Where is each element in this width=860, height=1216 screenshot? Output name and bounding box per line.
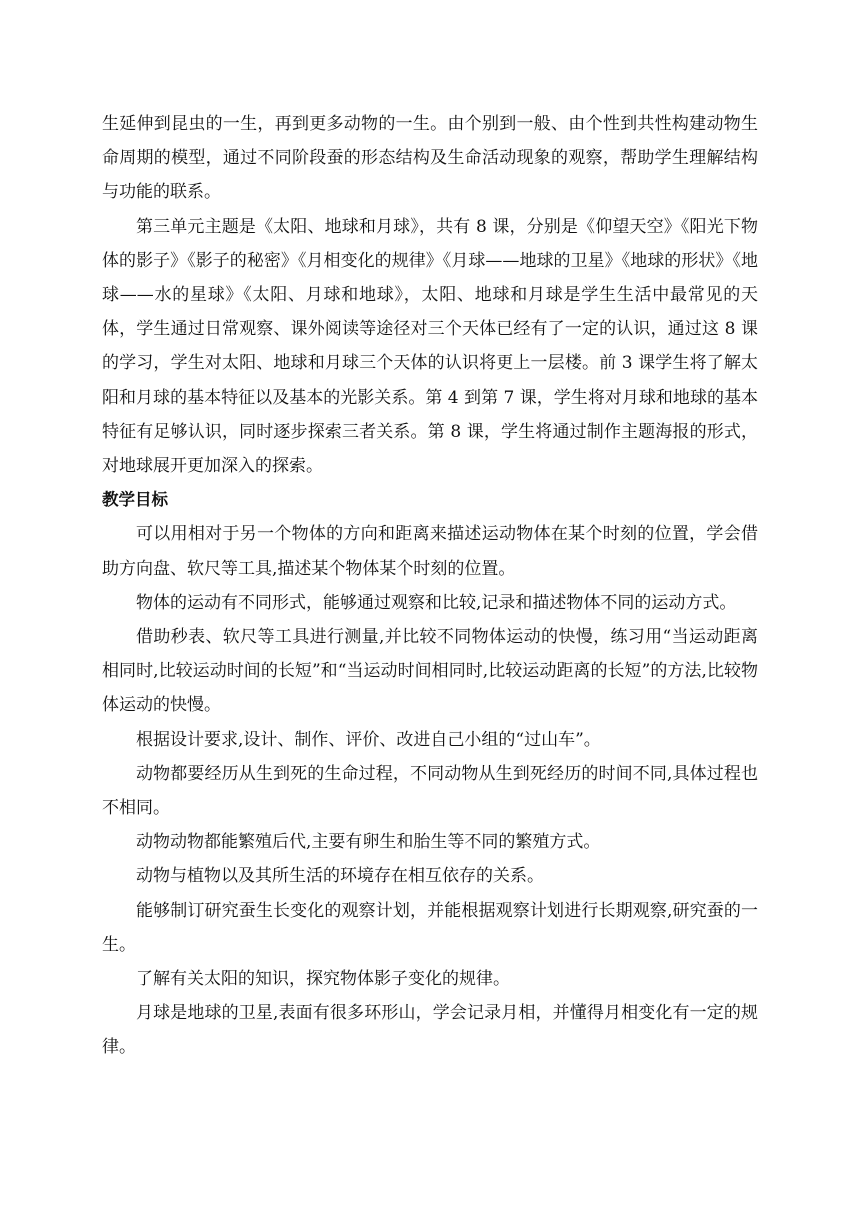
section-heading-objectives: 教学目标: [102, 490, 168, 510]
document-page: [102, 107, 758, 1065]
objective-paragraph: 动物与植物以及其所生活的环境存在相互依存的关系。: [136, 866, 544, 887]
objective-paragraph: 动物都要经历从生到死的生命过程，不同动物从生到死经历的时间不同,具体过程也不相同。: [102, 763, 758, 819]
objective-paragraph: 月球是地球的卫星,表面有很多环形山，学会记录月相，并懂得月相变化有一定的规律。: [102, 1003, 758, 1058]
objective-paragraph: 可以用相对于另一个物体的方向和距离来描述运动物体在某个时刻的位置，学会借助方向盘、软尺等工具,描述某个物体某个时刻的位置。: [102, 524, 758, 579]
objective-paragraph: 能够制订研究蚕生长变化的观察计划，并能根据观察计划进行长期观察,研究蚕的一生。: [102, 900, 758, 955]
objective-paragraph: 物体的运动有不同形式，能够通过观察和比较,记录和描述物体不同的运动方式。: [136, 592, 737, 613]
intro-paragraph-continued: 生延伸到昆虫的一生，再到更多动物的一生。由个别到一般、由个性到共性构建动物生命周期的模型，通过不同阶段蚕的形态结构及生命活动现象的观察，帮助学生理解结构与功能的联系。: [102, 114, 758, 203]
objective-paragraph: 动物动物都能繁殖后代,主要有卵生和胎生等不同的繁殖方式。: [136, 832, 601, 853]
objective-paragraph: 借助秒表、软尺等工具进行测量,并比较不同物体运动的快慢，练习用“当运动距离相同时,比较运动时间的长短”和“当运动时间相同时,比较运动距离的长短”的方法,比较物体运动的快慢。: [102, 627, 758, 716]
objective-paragraph: 根据设计要求,设计、制作、评价、改进自己小组的“过山车”。: [136, 729, 601, 750]
unit-three-paragraph: 第三单元主题是《太阳、地球和月球》，共有 8 课，分别是《仰望天空》《阳光下物体的影子》《影子的秘密》《月相变化的规律》《月球——地球的卫星》《地球的形状》《地球——水的星球》《太阳、月球和地球》，太阳、地球和月球是学生生活中最常见的天体，学生通过日常观察、课外阅读等途径对三个天体已经有了一定的认识，通过这 8 课的学习，学生对太阳、地球和月球三个天体的认识将更上一层楼。前 3 课学生将了解太阳和月球的基本特征以及基本的光影关系。第 4 到第 7 课，学生将对月球和地球的基本特征有足够认识，同时逐步探索三者关系。第 8 课，学生将通过制作主题海报的形式，对地球展开更加深入的探索。: [102, 216, 758, 477]
objective-paragraph: 了解有关太阳的知识，探究物体影子变化的规律。: [136, 969, 510, 990]
